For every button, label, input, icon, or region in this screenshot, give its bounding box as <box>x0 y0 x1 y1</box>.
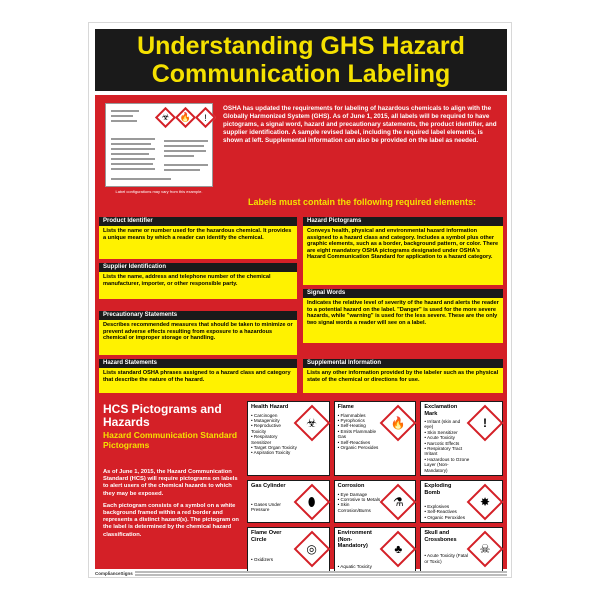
exclamation-mark-icon: ! <box>472 410 498 436</box>
exploding-bomb-icon: ✸ <box>472 489 498 515</box>
flame-icon: 🔥 <box>385 410 411 436</box>
card-product-identifier <box>99 217 297 259</box>
intro-text: OSHA has updated the requirements for labeling of hazardous chemicals to align with the Globally Harmonized System (GHS). As of June 1, 2015, all labels will be required to have pictograms, a signal word, hazard and precautionary statements, the product identifier, and supplier identification. A sample revised label, including the required label elements, is shown at left. Supplemental information can also be provided on the label as needed. <box>223 105 497 144</box>
pictogram-title: Exploding Bomb <box>424 483 452 496</box>
pictogram-title: Corrosion <box>337 483 365 490</box>
sample-caption: Label configurations may vary from this example. <box>115 189 203 194</box>
card-title: Supplemental Information <box>303 359 503 368</box>
card-supplier-identification <box>99 263 297 299</box>
fine-print-line <box>135 574 507 576</box>
title-bar <box>95 29 507 91</box>
pictogram-items: • Irritant (skin and eye) • Skin Sensitizer • Acute Toxicity • Narcotic Effects • Respiratory Tract Irritant • Hazardous to Ozone Layer (Non-Mandatory) <box>424 419 470 473</box>
pictogram-title: Health Hazard <box>251 404 289 410</box>
card-hazard-pictograms <box>303 217 503 285</box>
pictogram-items: • Oxidizers <box>251 557 274 563</box>
pictogram-cell-exclamation-mark <box>420 401 503 476</box>
pictogram-title: Flame Over Circle <box>251 530 282 543</box>
hcs-body-paragraph-2: Each pictogram consists of a symbol on a white background framed within a red border and represents a distinct hazard(s). The pictogram on the label is determined by the chemical hazard classification. <box>103 502 239 538</box>
pictogram-cell-exploding-bomb <box>420 480 503 523</box>
card-title: Product Identifier <box>99 217 297 226</box>
pictogram-cell-flame <box>334 401 417 476</box>
pictogram-grid <box>247 401 503 569</box>
card-precautionary-statements <box>99 311 297 355</box>
corrosion-icon: ⚗ <box>385 489 411 515</box>
card-signal-words <box>303 289 503 343</box>
card-title: Supplier Identification <box>99 263 297 272</box>
card-body: Lists the name, address and telephone number of the chemical manufacturer, importer, or other responsible party. <box>103 274 271 287</box>
pictogram-cell-health-hazard <box>247 401 330 476</box>
pictogram-items: • Flammables • Pyrophorics • Self-Heating • Emits Flammable Gas • Self-Reactives • Organic Peroxides <box>337 412 379 450</box>
gas-cylinder-icon: ⬮ <box>299 489 325 515</box>
pictogram-items: • Carcinogen • Mutagenicity • Reproductive Toxicity • Respiratory Sensitizer • Target Organ Toxicity • Aspiration Toxicity <box>251 412 297 456</box>
card-body: Lists any other information provided by the labeler such as the physical state of the chemical or directions for use. <box>307 370 499 383</box>
card-body: Conveys health, physical and environmental hazard information assigned to a hazard class and category. Includes a symbol plus other graphic elements, such as a border, background pattern, or color. There are eight mandatory OSHA pictograms designated under OSHA's Hazard Communication Standard for application to a hazard category. <box>307 228 499 261</box>
card-body: Lists standard OSHA phrases assigned to a hazard class and category that describe the nature of the hazard. <box>103 370 291 383</box>
card-title: Hazard Statements <box>99 359 297 368</box>
sample-flame-icon: 🔥 <box>175 107 196 128</box>
card-supplemental-information <box>303 359 503 393</box>
environment-icon: ♣ <box>385 536 411 562</box>
card-body: Lists the name or number used for the hazardous chemical. It provides a unique means by which a reader can identify the chemical. <box>103 228 292 241</box>
sample-exclamation-icon: ! <box>195 107 216 128</box>
sample-health-hazard-icon: ☣ <box>155 107 176 128</box>
pictogram-cell-environment <box>334 527 417 572</box>
label-elements-panel <box>95 95 507 397</box>
title-line-2: Communication Labeling <box>151 60 451 88</box>
flame-over-circle-icon: ◎ <box>299 536 325 562</box>
pictogram-items: • Eye Damage • Corrosive to Metals • Skin Corrosion/Burns <box>337 491 381 513</box>
pictogram-title: Gas Cylinder <box>251 483 286 490</box>
title-line-1: Understanding GHS Hazard <box>137 32 465 60</box>
ghs-poster <box>88 22 512 578</box>
pictogram-title: Skull and Crossbones <box>424 530 457 543</box>
pictogram-title: Flame <box>337 404 354 410</box>
hcs-title: HCS Pictograms and Hazards <box>103 402 222 429</box>
pictogram-cell-corrosion <box>334 480 417 523</box>
hcs-body <box>103 469 239 539</box>
health-hazard-icon: ☣ <box>299 410 325 436</box>
card-title: Hazard Pictograms <box>303 217 503 226</box>
pictogram-cell-gas-cylinder <box>247 480 330 523</box>
footer <box>95 570 507 578</box>
pictogram-title: Environment (Non-Mandatory) <box>337 530 372 550</box>
sample-label-image <box>105 103 213 187</box>
pictogram-items: • Acute Toxicity (Fatal or Toxic) <box>424 553 468 564</box>
pictogram-items: • Gases Under Pressure <box>251 501 281 512</box>
pictogram-title: Exclamation Mark <box>424 404 458 417</box>
pictogram-cell-skull-crossbones <box>420 527 503 572</box>
card-hazard-statements <box>99 359 297 393</box>
pictogram-cell-flame-over-circle <box>247 527 330 572</box>
skull-crossbones-icon: ☠ <box>472 536 498 562</box>
pictograms-panel <box>95 397 507 569</box>
brand-logo: ComplianceSigns <box>95 571 133 576</box>
hcs-body-paragraph-1: As of June 1, 2015, the Hazard Communication Standard (HCS) will require pictograms on labels to alert users of the chemical hazards to which they may be exposed. <box>103 469 238 497</box>
pictogram-items: • Explosives • Self-Reactives • Organic Peroxides <box>424 504 466 520</box>
pictogram-items: • Aquatic Toxicity <box>337 563 372 569</box>
hcs-subtitle: Hazard Communication Standard Pictograms <box>103 430 238 450</box>
required-heading: Labels must contain the following required elements: <box>247 197 477 207</box>
card-title: Precautionary Statements <box>99 311 297 320</box>
card-title: Signal Words <box>303 289 503 298</box>
fine-print-line <box>135 571 507 573</box>
card-body: Indicates the relative level of severity of the hazard and alerts the reader to a potential hazard on the label. "Danger" is used for the more severe hazards, while "warning" is used for the less severe. These are the only two signal words a reader will see on a label. <box>307 300 499 326</box>
card-body: Describes recommended measures that should be taken to minimize or prevent adverse effects resulting from exposure to a hazardous chemical or improper storage or handling. <box>103 322 293 342</box>
